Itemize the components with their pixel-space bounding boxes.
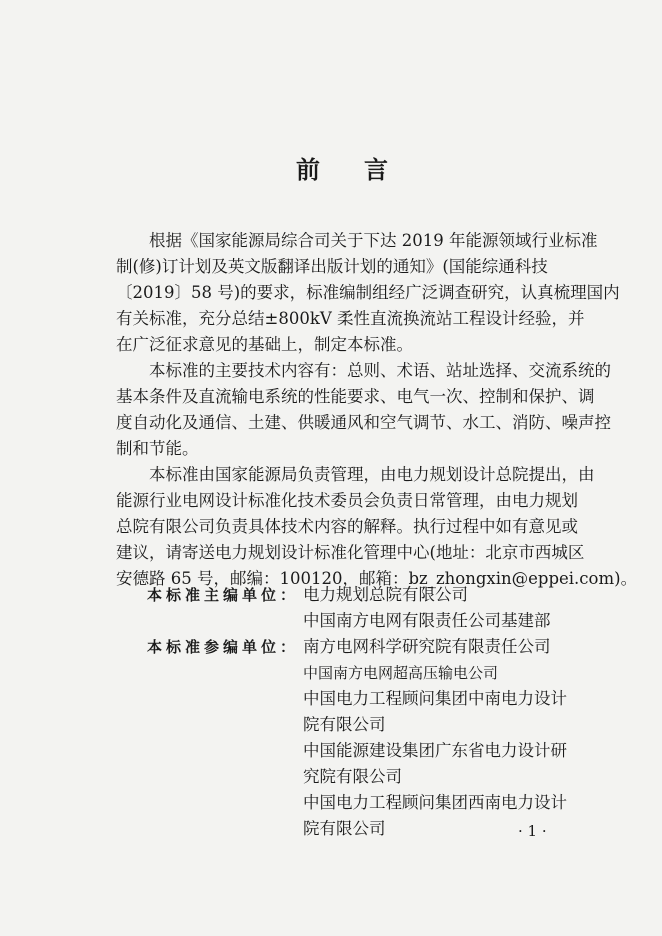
- text-line: 根据《国家能源局综合司关于下达 2019 年能源领域行业标准: [149, 231, 598, 250]
- participating-unit: 中国电力工程顾问集团中南电力设计: [303, 689, 567, 708]
- participating-unit: 中国南方电网超高压输电公司: [303, 664, 499, 682]
- title-char-1: 前: [296, 156, 320, 184]
- chief-unit-label: 本标准主编单位：: [147, 586, 300, 604]
- participating-unit-label: 本标准参编单位：: [147, 638, 300, 656]
- text-line: 制和节能。: [116, 439, 199, 458]
- text-line: 有关标准，充分总结±800kV 柔性直流换流站工程设计经验，并: [116, 309, 585, 328]
- title-char-2: 言: [364, 156, 388, 184]
- chief-unit: 电力规划总院有限公司: [303, 585, 468, 604]
- text-line: 〔2019〕58 号)的要求，标准编制组经广泛调查研究，认真梳理国内: [116, 283, 620, 302]
- text-line: 在广泛征求意见的基础上，制定本标准。: [116, 335, 413, 354]
- text-line: 度自动化及通信、土建、供暖通风和空气调节、水工、消防、噪声控: [116, 413, 611, 432]
- text-line: 能源行业电网设计标准化技术委员会负责日常管理，由电力规划: [116, 491, 578, 510]
- chief-unit: 中国南方电网有限责任公司基建部: [303, 611, 551, 630]
- paragraph-content: [116, 358, 611, 462]
- participating-unit: 究院有限公司: [303, 767, 402, 786]
- text-line: 安德路 65 号，邮编：100120，邮箱：bz_zhongxin@eppei.com)。: [116, 569, 638, 588]
- paragraph-management: [116, 462, 638, 592]
- participating-unit: 院有限公司: [303, 715, 386, 734]
- page-number: · 1 ·: [518, 822, 547, 840]
- paragraph-basis: [116, 228, 620, 358]
- text-line: 基本条件及直流输电系统的性能要求、电气一次、控制和保护、调: [116, 387, 595, 406]
- text-line: 建议，请寄送电力规划设计标准化管理中心(地址：北京市西城区: [116, 543, 585, 562]
- text-line: 制(修)订计划及英文版翻译出版计划的通知》(国能综通科技: [116, 257, 548, 276]
- participating-unit: 南方电网科学研究院有限责任公司: [303, 637, 551, 656]
- participating-unit: 中国电力工程顾问集团西南电力设计: [303, 793, 567, 812]
- text-line: 总院有限公司负责具体技术内容的解释。执行过程中如有意见或: [116, 517, 578, 536]
- text-line: 本标准的主要技术内容有：总则、术语、站址选择、交流系统的: [149, 361, 611, 380]
- text-line: 本标准由国家能源局负责管理，由电力规划设计总院提出，由: [149, 465, 595, 484]
- participating-unit: 中国能源建设集团广东省电力设计研: [303, 741, 567, 760]
- participating-unit: 院有限公司: [303, 819, 386, 838]
